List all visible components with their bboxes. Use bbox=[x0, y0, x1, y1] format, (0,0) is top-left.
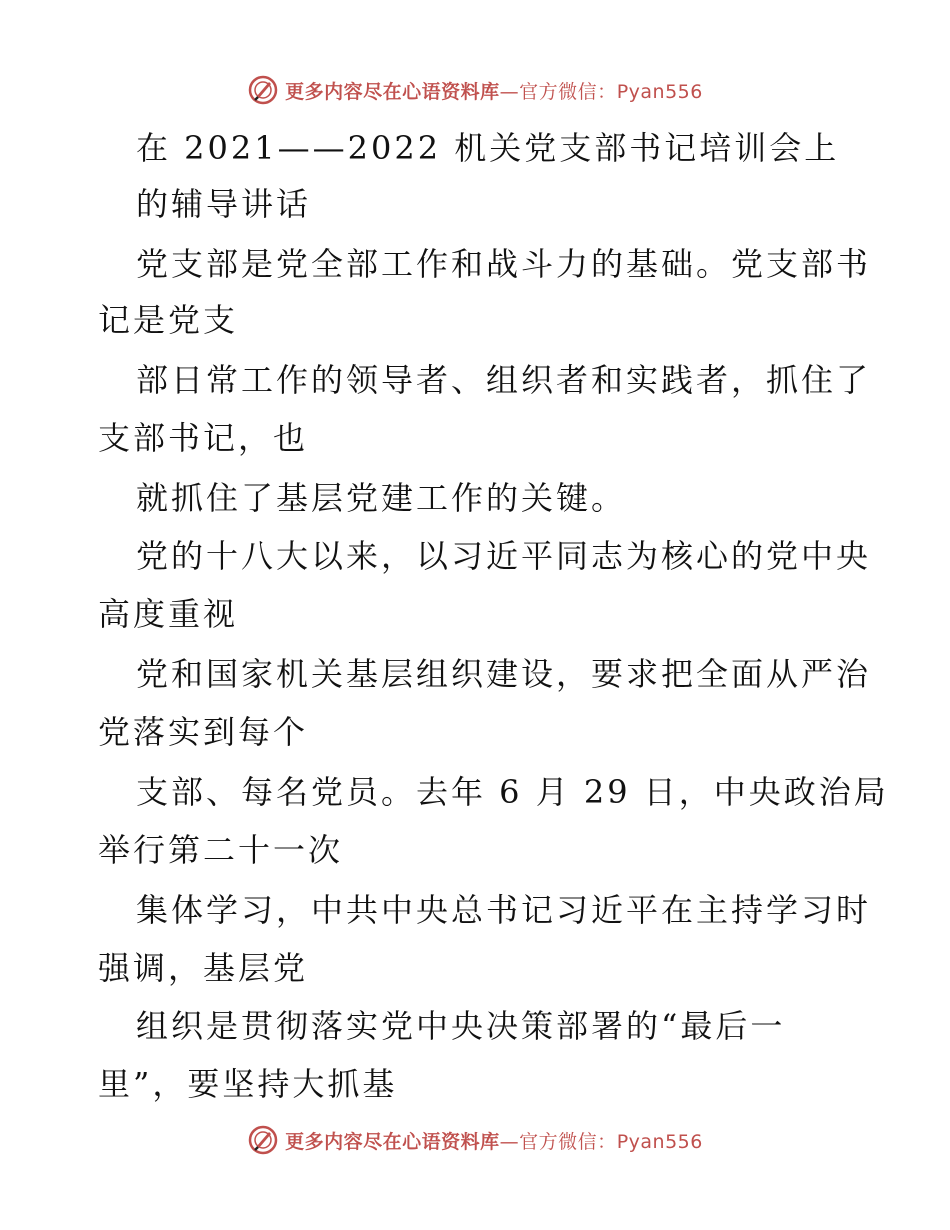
text-line: 党支部是党全部工作和战斗力的基础。党支部书 bbox=[136, 245, 872, 283]
text-line: 记是党支 bbox=[98, 301, 239, 339]
title-line-1: 在 2021——2022 机关党支部书记培训会上 bbox=[136, 129, 840, 167]
text-line: 支部、每名党员。去年 6 月 29 日，中央政治局 bbox=[136, 773, 889, 811]
header-watermark bbox=[0, 72, 950, 108]
text-line: 就抓住了基层党建工作的关键。 bbox=[136, 479, 627, 517]
text-line: 党和国家机关基层组织建设，要求把全面从严治 bbox=[136, 655, 872, 693]
text-line: 举行第二十一次 bbox=[98, 831, 344, 869]
watermark-id: Pyan556 bbox=[616, 80, 703, 103]
text-line: 组织是贯彻落实党中央决策部署的“最后一 bbox=[136, 1007, 786, 1045]
text-line: 强调，基层党 bbox=[98, 949, 309, 987]
text-line: 支部书记，也 bbox=[98, 419, 309, 457]
title-line-2: 的辅导讲话 bbox=[136, 185, 312, 223]
watermark-separator: — bbox=[499, 1130, 520, 1153]
footer-watermark bbox=[0, 1122, 950, 1158]
watermark-label: 官方微信： bbox=[519, 80, 617, 103]
watermark-main-text: 更多内容尽在心语资料库 bbox=[285, 1130, 500, 1153]
watermark-separator: — bbox=[499, 80, 520, 103]
text-line: 高度重视 bbox=[98, 595, 239, 633]
brush-logo-icon bbox=[247, 1124, 279, 1156]
brush-logo-icon bbox=[247, 74, 279, 106]
text-line: 党的十八大以来，以习近平同志为核心的党中央 bbox=[136, 537, 872, 575]
text-line: 党落实到每个 bbox=[98, 713, 309, 751]
watermark-label: 官方微信： bbox=[519, 1130, 617, 1153]
text-line: 部日常工作的领导者、组织者和实践者，抓住了 bbox=[136, 361, 872, 399]
watermark-id: Pyan556 bbox=[616, 1130, 703, 1153]
text-line: 集体学习，中共中央总书记习近平在主持学习时 bbox=[136, 891, 872, 929]
text-line: 里”，要坚持大抓基 bbox=[98, 1065, 398, 1103]
watermark-main-text: 更多内容尽在心语资料库 bbox=[285, 80, 500, 103]
